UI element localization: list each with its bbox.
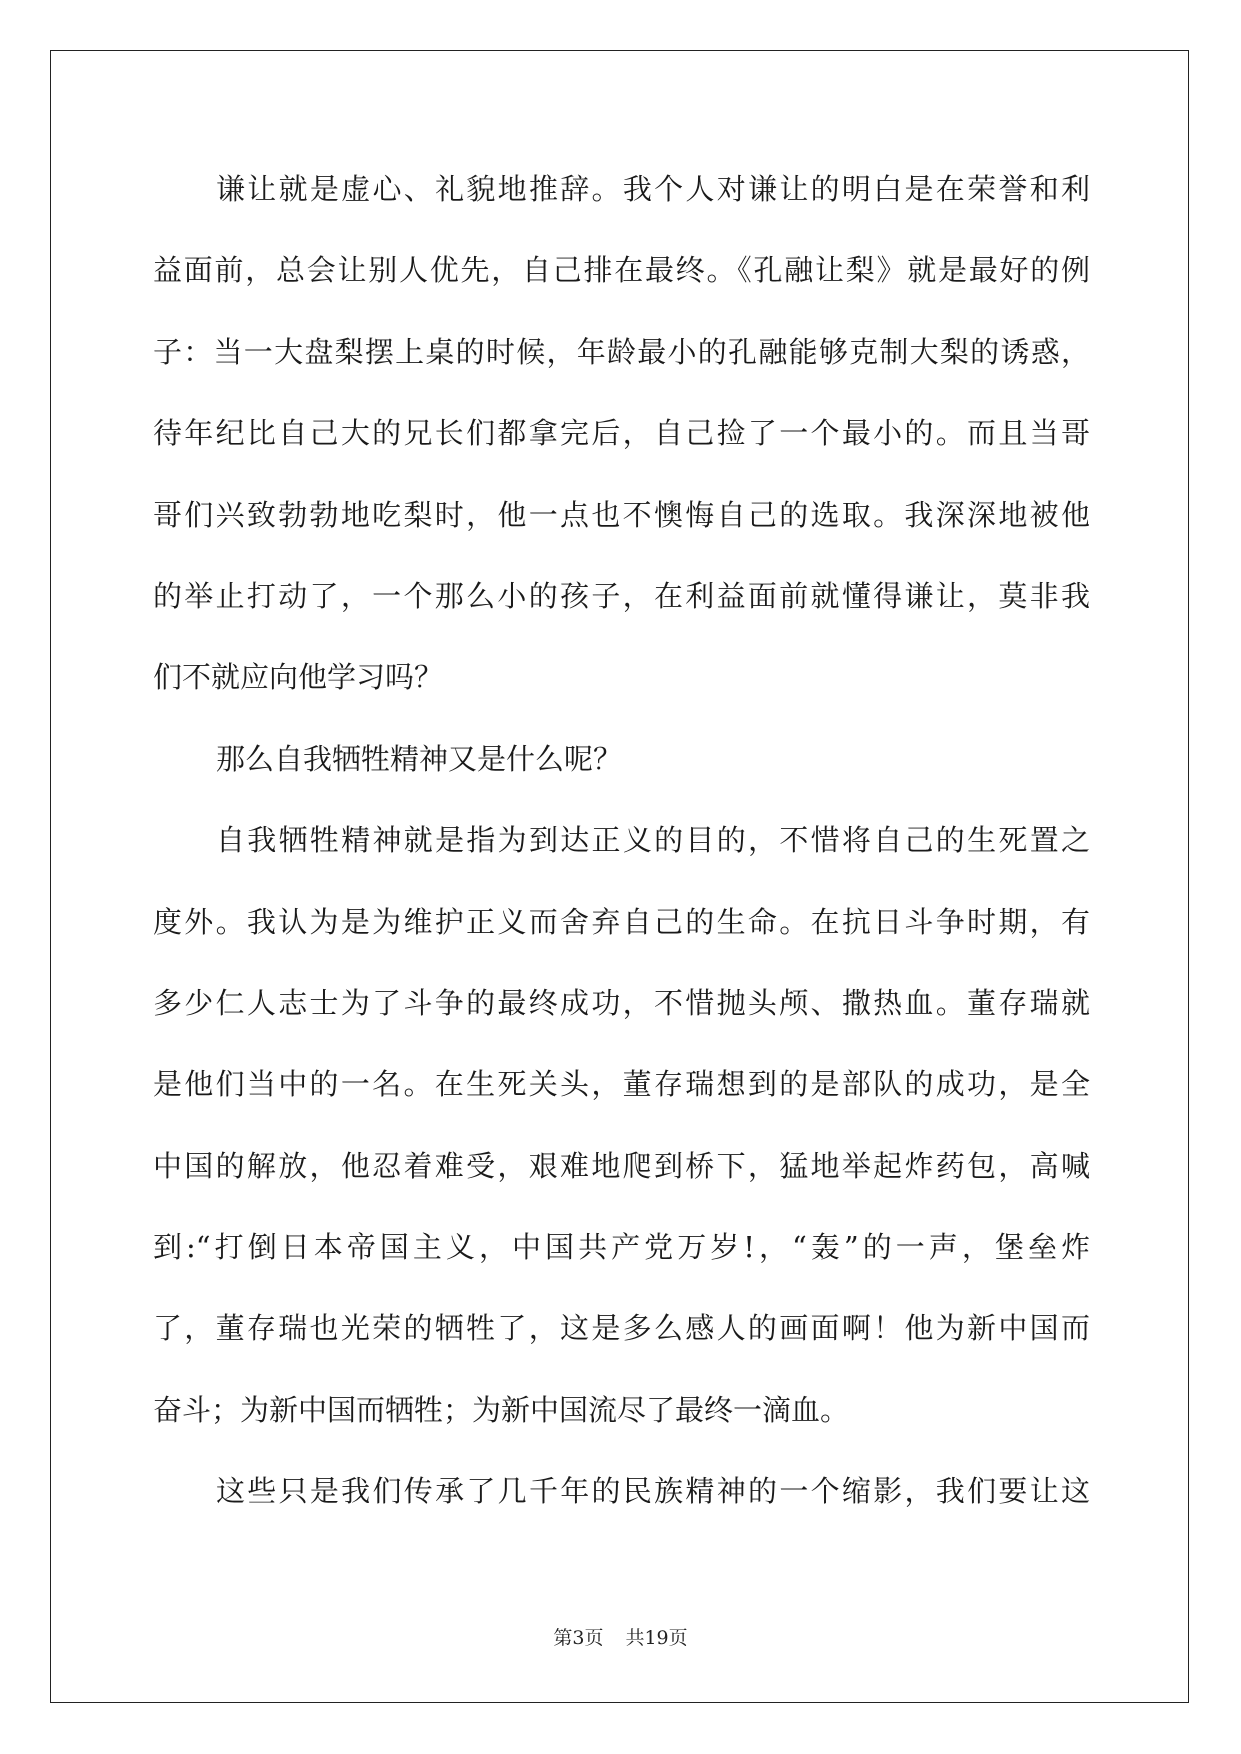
text-line: 是他们当中的一名。在生死关头，董存瑞想到的是部队的成功，是全 <box>153 1067 1090 1102</box>
page-footer <box>0 1626 1241 1650</box>
page-total: 共19页 <box>625 1627 688 1649</box>
text-line: 了，董存瑞也光荣的牺牲了，这是多么感人的画面啊！他为新中国而 <box>153 1311 1090 1346</box>
text-line: 奋斗；为新中国而牺牲；为新中国流尽了最终一滴血。 <box>153 1392 850 1427</box>
text-line: 那么自我牺牲精神又是什么呢？ <box>216 741 623 776</box>
page-number: 第3页 <box>553 1627 604 1649</box>
document-body <box>153 149 1090 1533</box>
text-line: 到:“打倒日本帝国主义，中国共产党万岁!，“轰”的一声，堡垒炸 <box>153 1230 1090 1265</box>
text-line: 哥们兴致勃勃地吃梨时，他一点也不懊悔自己的选取。我深深地被他 <box>153 497 1090 532</box>
text-line: 待年纪比自己大的兄长们都拿完后，自己捡了一个最小的。而且当哥 <box>153 416 1090 451</box>
text-line: 子：当一大盘梨摆上桌的时候，年龄最小的孔融能够克制大梨的诱惑， <box>153 334 1090 369</box>
paragraph <box>153 1451 1090 1532</box>
paragraph <box>153 800 1090 1451</box>
text-line: 自我牺牲精神就是指为到达正义的目的，不惜将自己的生死置之 <box>216 823 1090 858</box>
text-line: 度外。我认为是为维护正义而舍弃自己的生命。在抗日斗争时期，有 <box>153 904 1090 939</box>
text-line: 们不就应向他学习吗？ <box>153 660 444 695</box>
text-line: 的举止打动了，一个那么小的孩子，在利益面前就懂得谦让，莫非我 <box>153 578 1090 613</box>
text-line: 中国的解放，他忍着难受，艰难地爬到桥下，猛地举起炸药包，高喊 <box>153 1148 1090 1183</box>
text-line: 益面前，总会让别人优先，自己排在最终。《孔融让梨》就是最好的例 <box>153 253 1090 288</box>
paragraph <box>153 719 1090 800</box>
paragraph <box>153 149 1090 719</box>
text-line: 多少仁人志士为了斗争的最终成功，不惜抛头颅、撒热血。董存瑞就 <box>153 985 1090 1020</box>
text-line: 这些只是我们传承了几千年的民族精神的一个缩影，我们要让这 <box>216 1474 1090 1509</box>
text-line: 谦让就是虚心、礼貌地推辞。我个人对谦让的明白是在荣誉和利 <box>216 172 1090 206</box>
